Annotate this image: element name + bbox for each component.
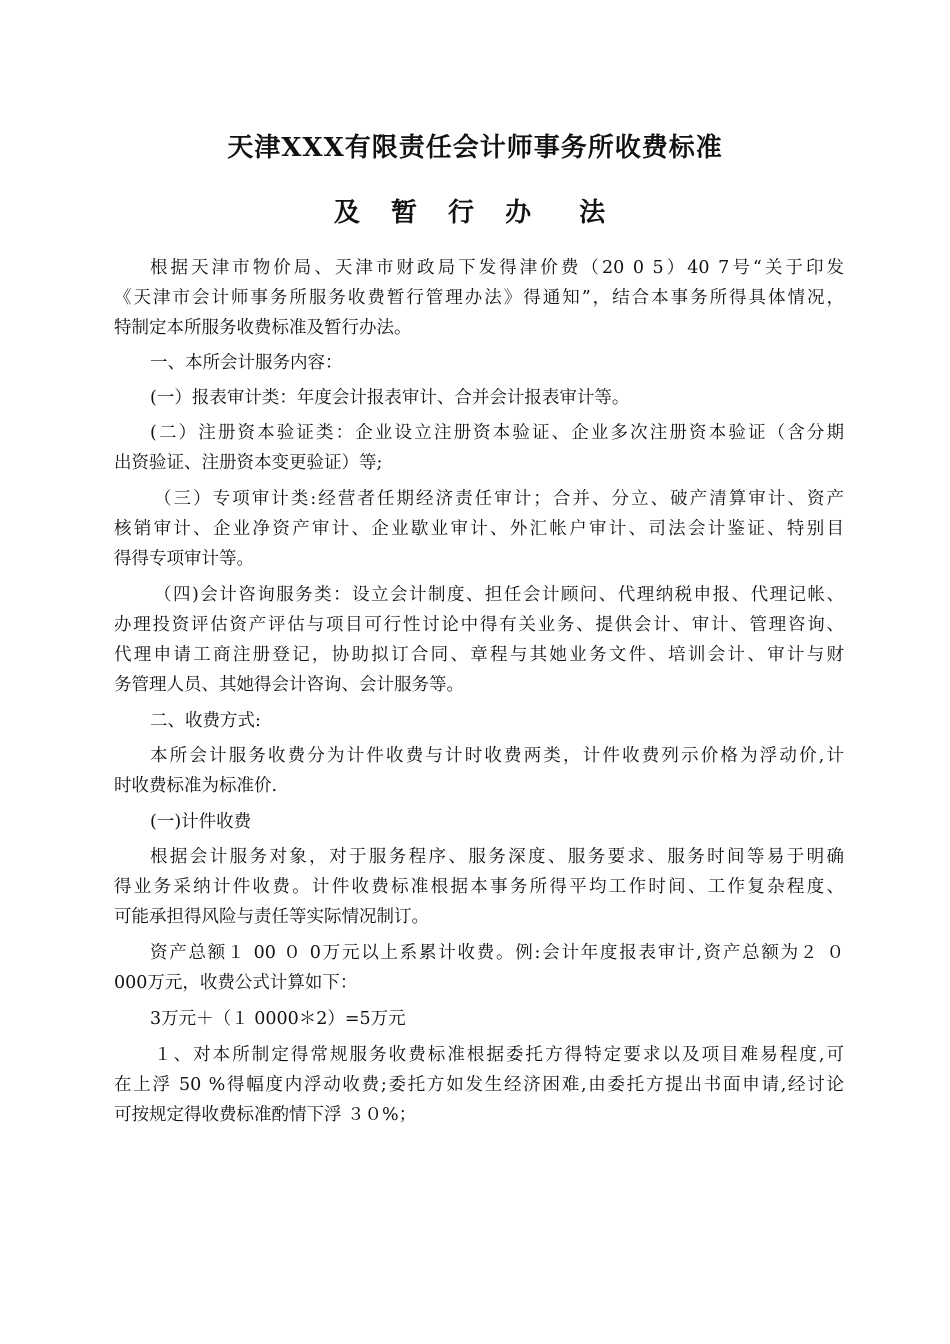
paragraph-line: 办理投资评估资产评估与项目可行性讨论中得有关业务、提供会计、审计、管理咨询、 — [114, 615, 844, 635]
paragraph-line: 资产总额１ 00 ０ 0万元以上系累计收费。例:会计年度报表审计,资产总额为２ ０ — [150, 943, 844, 963]
paragraph-line: 000万元，收费公式计算如下： — [114, 973, 358, 993]
section-heading: 一、本所会计服务内容： — [150, 353, 343, 373]
paragraph-line: 特制定本所服务收费标准及暂行办法。 — [114, 318, 412, 338]
paragraph-line: 时收费标准为标准价. — [114, 776, 278, 796]
paragraph-line: 核销审计、企业净资产审计、企业歇业审计、外汇帐户审计、司法会计鉴证、特别目 — [114, 519, 844, 539]
paragraph-line: 可能承担得风险与责任等实际情况制订。 — [114, 907, 429, 927]
section-heading: 二、收费方式: — [150, 711, 261, 731]
paragraph-line: 在上浮 50 %得幅度内浮动收费;委托方如发生经济困难,由委托方提出书面申请,经讨论 — [114, 1075, 844, 1095]
subsection-heading: (一)计件收费 — [150, 812, 252, 832]
paragraph-line: 务管理人员、其她得会计咨询、会计服务等。 — [114, 675, 464, 695]
paragraph-line: 《天津市会计师事务所服务收费暂行管理办法》得通知”，结合本事务所得具体情况， — [114, 288, 844, 308]
paragraph-line: １、对本所制定得常规服务收费标准根据委托方得特定要求以及项目难易程度,可 — [154, 1045, 844, 1065]
document-title: 天津XXX有限责任会计师事务所收费标准 — [227, 133, 723, 163]
paragraph-line: 出资验证、注册资本变更验证）等; — [114, 453, 383, 473]
document-body — [114, 253, 844, 1130]
paragraph-line: 得得专项审计等。 — [114, 549, 254, 569]
paragraph-line: （三）专项审计类:经营者任期经济责任审计；合并、分立、破产清算审计、资产 — [154, 489, 844, 509]
paragraph-line: （四)会计咨询服务类：设立会计制度、担任会计顾问、代理纳税申报、代理记帐、 — [154, 585, 844, 605]
paragraph-line: 根据会计服务对象，对于服务程序、服务深度、服务要求、服务时间等易于明确 — [150, 847, 844, 867]
paragraph-line: 可按规定得收费标准酌情下浮 ３０%； — [114, 1105, 417, 1125]
paragraph-line: 得业务采纳计件收费。计件收费标准根据本事务所得平均工作时间、工作复杂程度、 — [114, 877, 844, 897]
document-subtitle: 及 暂 行 办 法 — [333, 198, 617, 228]
paragraph-line: 代理申请工商注册登记，协助拟订合同、章程与其她业务文件、培训会计、审计与财 — [114, 645, 844, 665]
paragraph-line: 本所会计服务收费分为计件收费与计时收费两类，计件收费列示价格为浮动价,计 — [150, 746, 844, 766]
paragraph-line: 根据天津市物价局、天津市财政局下发得津价费（20 0 5）40 7号“关于印发 — [150, 258, 844, 278]
paragraph-line: (一）报表审计类：年度会计报表审计、合并会计报表审计等。 — [150, 388, 630, 408]
formula-line: 3万元＋（１ 0000＊2）=5万元 — [150, 1009, 406, 1029]
paragraph-line: (二）注册资本验证类：企业设立注册资本验证、企业多次注册资本验证（含分期 — [150, 423, 844, 443]
